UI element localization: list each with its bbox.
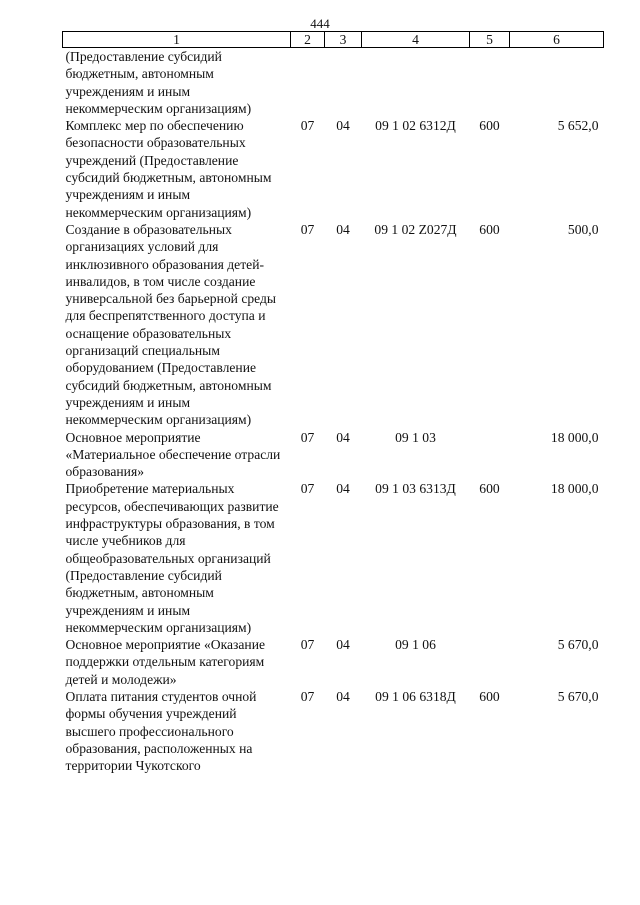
row-subsection: 04 bbox=[336, 429, 350, 445]
row-name: Создание в образовательных организациях условий для инклюзивного образования детей-инвалидов, в том числе создание универсальной без барьерной среды для беспрепятственного доступа и оснащение образовательных организаций специальным оборудованием (Предоставление субсидий бюджетным, автономным учреждениям и иным некоммерческим организациям) bbox=[65, 221, 277, 428]
row-section bbox=[291, 48, 325, 118]
header-row bbox=[63, 32, 604, 48]
row-name: Приобретение материальных ресурсов, обеспечивающих развитие инфраструктуры образования, в том числе учебников для общеобразовательных организаций (Предоставление субсидий бюджетным, автономным учреждениям и иным некоммерческим организациям) bbox=[65, 481, 279, 635]
row-subsection: 04 bbox=[336, 688, 350, 704]
row-type bbox=[470, 636, 510, 688]
row-subsection bbox=[325, 48, 362, 118]
row-target: 09 1 02 Z027Д bbox=[374, 221, 457, 237]
table-row bbox=[63, 221, 604, 429]
row-type: 600 bbox=[479, 118, 500, 134]
header-cell-amount: 6 bbox=[510, 32, 604, 48]
row-name: (Предоставление субсидий бюджетным, автономным учреждениям и иным некоммерческим организациям) bbox=[65, 49, 252, 116]
row-section: 07 bbox=[300, 688, 315, 704]
table-row bbox=[63, 429, 604, 481]
row-amount: 5 670,0 bbox=[557, 688, 599, 704]
row-subsection: 04 bbox=[336, 118, 350, 134]
row-subsection: 04 bbox=[336, 221, 350, 237]
header-cell-subsection: 3 bbox=[325, 32, 362, 48]
row-name: Основное мероприятие «Оказание поддержки отдельным категориям детей и молодежи» bbox=[65, 637, 266, 687]
row-subsection: 04 bbox=[336, 481, 350, 497]
row-type bbox=[470, 429, 510, 481]
row-target: 09 1 06 6318Д bbox=[375, 688, 456, 704]
row-section: 07 bbox=[300, 118, 315, 134]
row-amount: 5 652,0 bbox=[557, 118, 599, 134]
budget-table bbox=[62, 31, 604, 774]
table-row bbox=[63, 688, 604, 774]
row-amount: 500,0 bbox=[567, 221, 599, 237]
table-row bbox=[63, 480, 604, 636]
header-cell-section: 2 bbox=[291, 32, 325, 48]
table-row bbox=[63, 636, 604, 688]
header-cell-target: 4 bbox=[362, 32, 470, 48]
row-section: 07 bbox=[300, 221, 315, 237]
row-target: 09 1 02 6312Д bbox=[375, 118, 456, 134]
row-section: 07 bbox=[300, 481, 315, 497]
header-cell-type: 5 bbox=[470, 32, 510, 48]
row-type bbox=[470, 48, 510, 118]
row-name: Оплата питания студентов очной формы обучения учреждений высшего профессионального образования, расположенных на территории Чукотского bbox=[65, 688, 257, 774]
row-target: 09 1 03 6313Д bbox=[375, 481, 456, 497]
row-amount: 18 000,0 bbox=[550, 429, 599, 445]
row-name: Комплекс мер по обеспечению безопасности образовательных учреждений (Предоставление субсидий бюджетным, автономным учреждениям и иным некоммерческим организациям) bbox=[65, 118, 272, 220]
header-cell-name: 1 bbox=[63, 32, 291, 48]
row-amount: 18 000,0 bbox=[550, 481, 599, 497]
table-row bbox=[63, 117, 604, 221]
row-amount: 5 670,0 bbox=[557, 637, 599, 653]
row-name: Основное мероприятие «Материальное обеспечение отрасли образования» bbox=[65, 429, 281, 480]
row-section: 07 bbox=[300, 637, 315, 653]
row-target: 09 1 03 bbox=[395, 429, 436, 445]
row-subsection: 04 bbox=[336, 637, 350, 653]
row-section: 07 bbox=[300, 429, 315, 445]
page-number: 444 bbox=[310, 16, 330, 31]
row-target bbox=[362, 48, 470, 118]
row-amount bbox=[510, 48, 604, 118]
row-target: 09 1 06 bbox=[395, 637, 436, 653]
row-type: 600 bbox=[479, 221, 500, 237]
row-type: 600 bbox=[479, 688, 500, 704]
table-row bbox=[63, 48, 604, 118]
row-type: 600 bbox=[479, 481, 500, 497]
